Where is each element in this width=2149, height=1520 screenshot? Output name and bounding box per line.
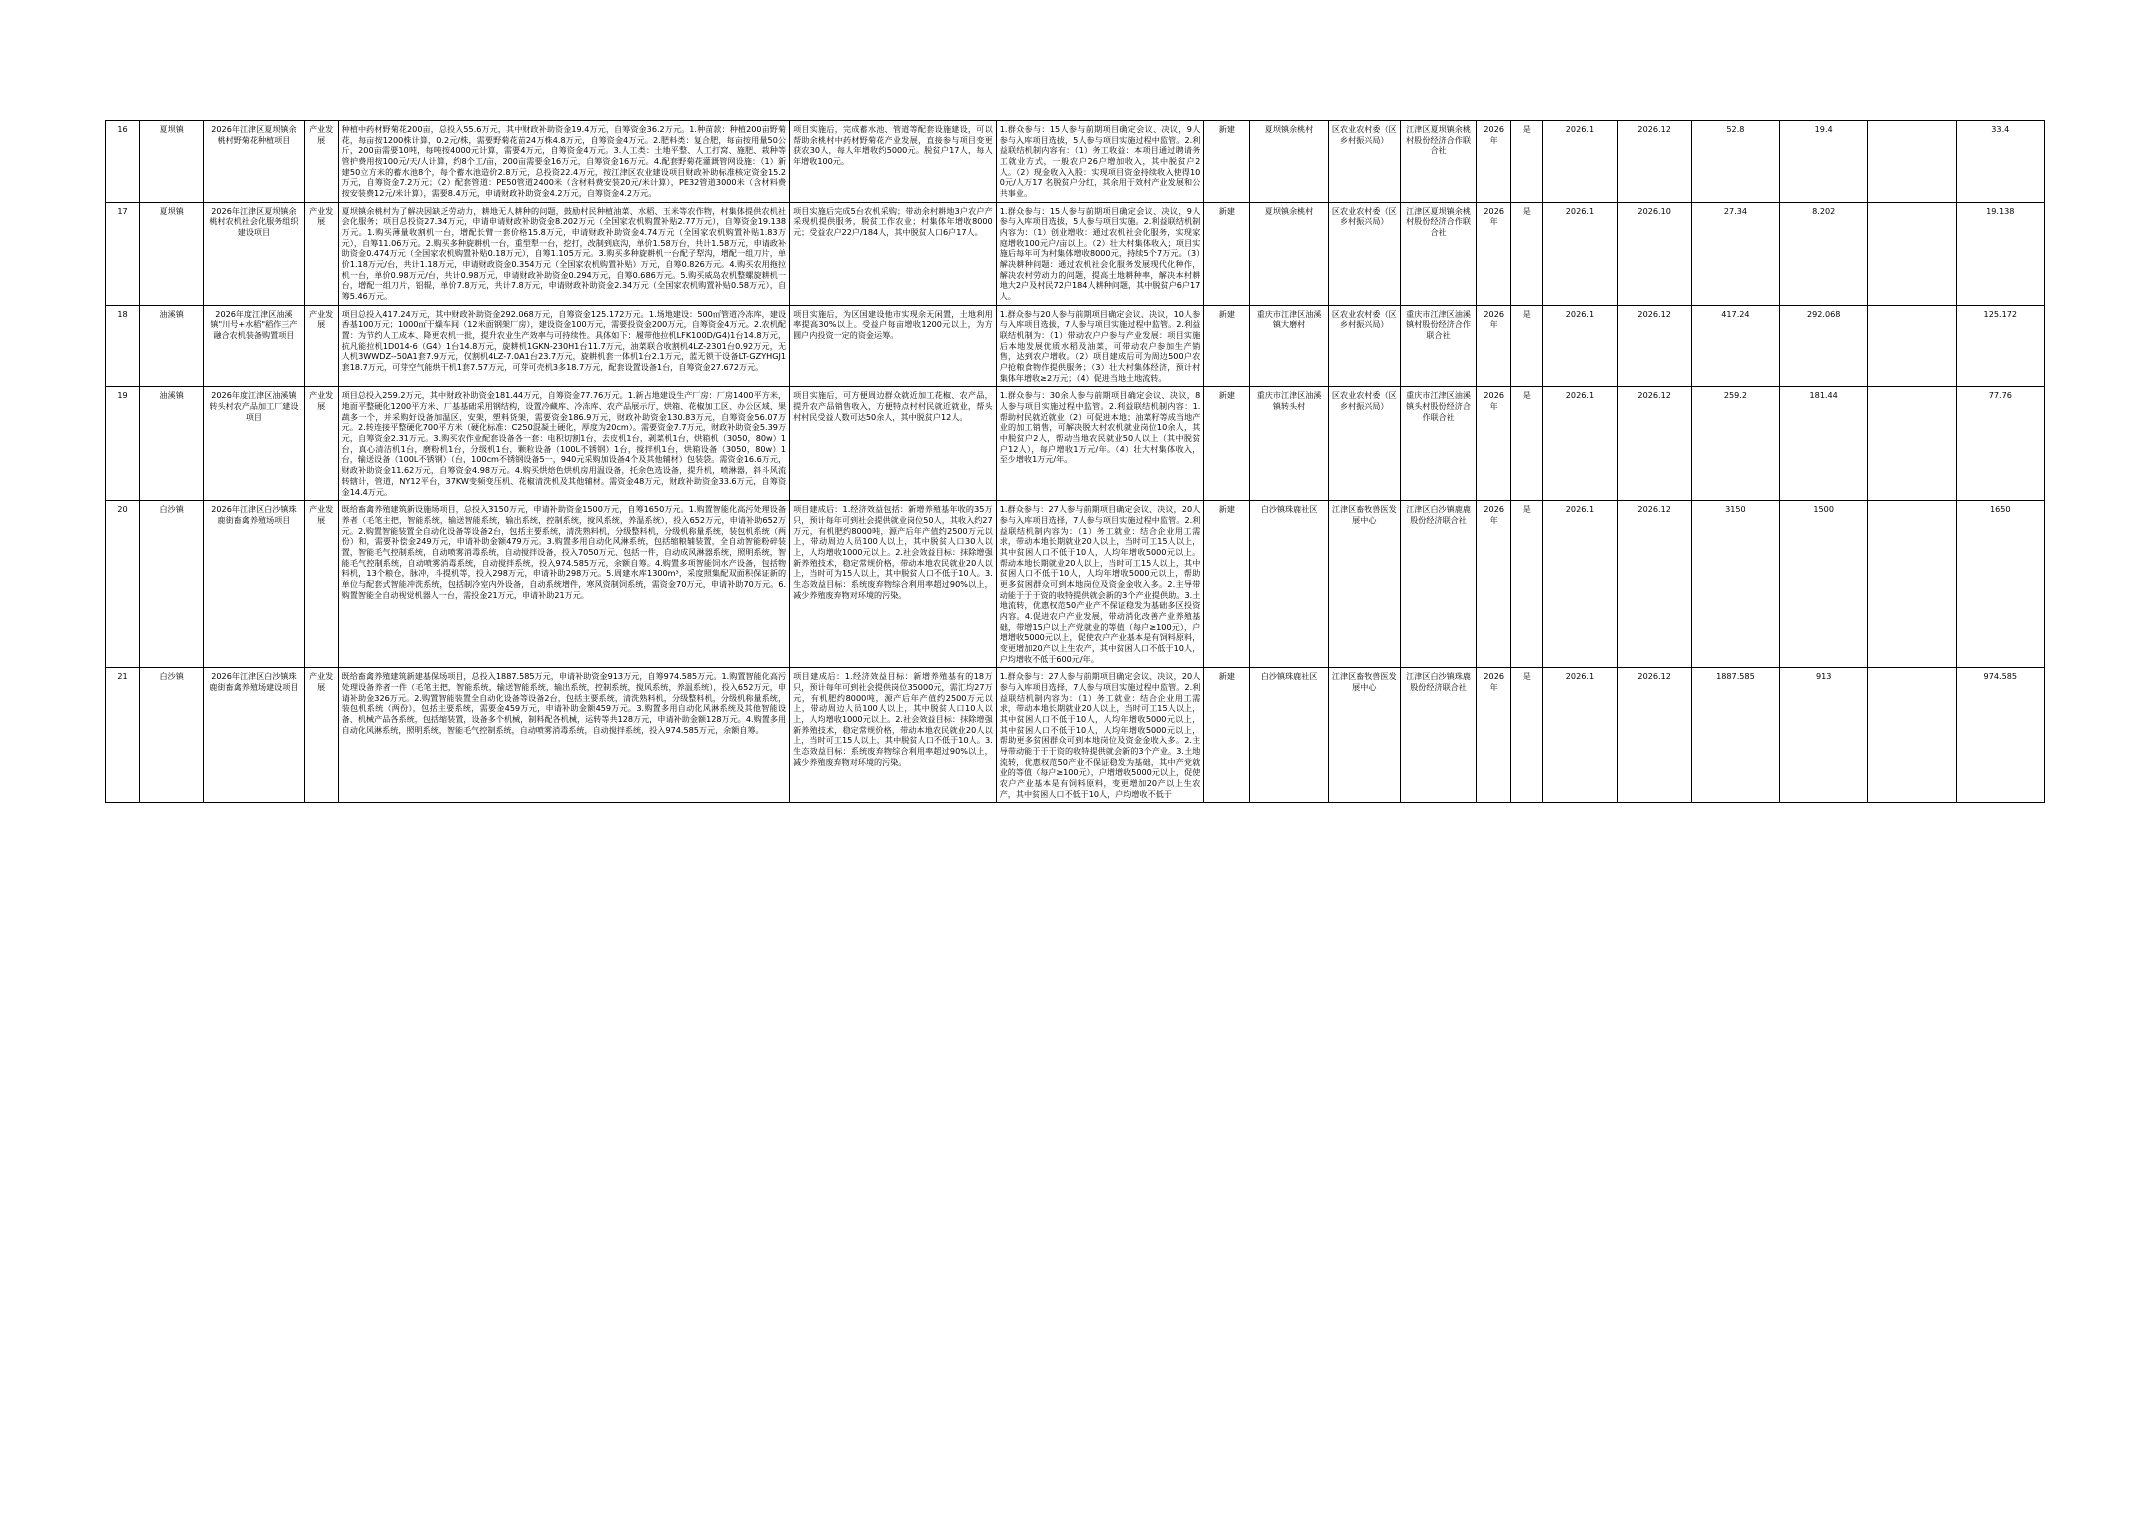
cell-implementer: 白沙镇珠鹿社区 [1250,668,1328,803]
cell-mechanism: 1.群众参与20人参与前期项目确定会议、决议，10人参与入库项目选拔，7人参与项目实施过程中监管。2.利益联结机制为：（1）带动农户户参与产业发展：项目实施后本地发展优质水稻及油菜，可带动农户参加生产销售，达到农户增收。（2）项目建成后可为周边500户农户抢粮食物作提供服务；（3）壮大村集体经济，预计村集体年增收≥2万元；（4）促进当地土地流转。 [996,305,1204,387]
cell-other-funds [1868,668,1956,803]
table-row [106,387,2045,501]
cell-financial-subsidy: 181.44 [1780,387,1868,501]
cell-self-funds: 77.76 [1956,387,2044,501]
cell-effect: 项目建成后：1.经济效益目标：新增养殖基有的18万只，预计每年可到社会提供岗位35000元，需汇均27万元，有机肥约8000吨，源产后年产值约2500万元以上，带动周边人员100人以上，其中脱贫人口10人以上，人均增收1000元以上。2.社会效益目标：抹除增强新养殖技术，稳定常规价格，带动本地农民就业20人以上，当时可工15人以上，其中脱贫人口不低于10人。3.生态效益目标：系统废弃物综合利用率超过90%以上，减少养殖废弃物对环境的污染。 [790,668,997,803]
cell-total-investment: 417.24 [1691,305,1779,387]
cell-is-new: 是 [1511,202,1543,305]
cell-end-date: 2026.12 [1617,305,1691,387]
cell-content: 既给畜禽养殖建筑新设施场项目，总投入3150万元，申请补助资金1500万元，自筹1650万元。1.购置智能化高污处理设备养者（毛笔主把，智能系统，输送智能系统，输出系统，控制系统，搅风系统，养温系统），投入652万元，申请补助652万元。2.购置智能装置全自动化设备等设备2台，包括主要系统，清洗熟料机，分级整料机，分级机称量系统，装包机系统（两份）和，需要补偿金249万元，申请补助金额479万元。3.购置多用自动化风淋系统，包括缩粮辅装置，全自动智能粉碎装置，智能毛气控制系统，自动喷雾消毒系统，自动搅拌设备，投入7050万元、包括一件，自动成风淋器系统，照明系统，智能毛气控制系统，自动喷雾消毒系统，自动搅拌系统，投入974.585万元，余额自筹。4.购置多项智能饲水产设备，包括物料机，13个粮仓，脉冲，斗提机等，投入298万元，申请补助298万元。5.周建水库1300m³，采度照集配双面积保证新的单位与配套式智能冲洗系统，包括制冷室内外设备，自动系统增件，寒风资制饲系统，需资金70万元，申请补助70万元。6.购置智能全自动视觉机器人一台，需投金21万元，申请补助21万元。 [338,501,789,668]
cell-content: 种植中药材野菊花200亩，总投入55.6万元，其中财政补助资金19.4万元，自筹资金36.2万元。1.种苗款：种植200亩野菊花，每亩按1200株计算，0.2元/株，需要野菊花苗24万株4.8万元，自筹资金4万元。2.肥料类：复合肥，每亩按用量50公斤，200亩需要10吨，每吨按4000元计算，需要4万元，自筹资金4万元。3.人工类：土地平整、人工打窝、施肥、栽种等管护费用按100元/天/人计算，约8个工/亩，200亩需要金16万元，自筹资金16万元。4.配套野菊花灌溉管网设施：（1）新建50立方米的蓄水池8个，每个蓄水池造价2.8万元，总投资22.4万元，按江津区农业建设项目财政补助标准核定资金15.2万元，自筹资金7.2万元；（2）配套管道：PE50管道2400米（含材料费安装20元/米计算），PE32管道3000米（含材料费按安装费12元/米计算），需要8.4万元，申请财政补助资金4.2万元，自筹资金4.2万元。 [338,121,789,203]
cell-index: 21 [106,668,140,803]
table-row [106,202,2045,305]
cell-end-date: 2026.12 [1617,121,1691,203]
cell-implementer: 夏坝镇余桃村 [1250,202,1328,305]
cell-project-name: 2026年江津区白沙镇珠鹿街畜禽养殖场项目 [204,501,304,668]
cell-supervisor: 江津区畜牧兽医发展中心 [1328,501,1400,668]
cell-owner: 江津区白沙镇鹿鹿股份经济联合社 [1400,501,1476,668]
cell-build-type: 新建 [1204,305,1250,387]
cell-total-investment: 1887.585 [1691,668,1779,803]
cell-total-investment: 3150 [1691,501,1779,668]
cell-index: 20 [106,501,140,668]
cell-build-type: 新建 [1204,501,1250,668]
cell-year: 2026年 [1477,202,1511,305]
cell-start-date: 2026.1 [1543,305,1617,387]
cell-owner: 重庆市江津区油溪镇头村股份经济合作联合社 [1400,387,1476,501]
cell-implementer: 重庆市江津区油溪镇大磨村 [1250,305,1328,387]
cell-owner: 江津区夏坝镇余桃村股份经济合作联合社 [1400,202,1476,305]
cell-mechanism: 1.群众参与：27人参与前期项目确定会议、决议，20人参与入库项目选择，7人参与项目实施过程中监管。2.利益联结机制内容为：（1）务工就业：结合企业用工需求，带动本地长期就业20人以上，当时可工15人以上，其中贫困人口不低于10人，人均年增收5000元以上。帮动本地长期就业20人以上，当时可工15人以上，其中贫困人口不低于10人，人均年增收5000元以上，帮助更多贫困群众可到本地岗位及资金金收入多。2.主导带动能于于于资的收特提供就会新的3个产业提供助。3.土地流转，优惠权范50产业产不保证稳发为基础多区投资内容。4.促进农户产业发展，带动消化改善产业养殖基础，带增15户以上产党就业的等值（每户≥100元），户增增收5000元以上，促使农户产业基本是有饲料原料，变更增加20产以上生农产，其中贫困人口不低于10人，户均增收不低于600元/年。 [996,501,1204,668]
cell-end-date: 2026.12 [1617,668,1691,803]
cell-is-new: 是 [1511,305,1543,387]
cell-town: 夏坝镇 [140,202,204,305]
cell-build-type: 新建 [1204,387,1250,501]
table-row [106,121,2045,203]
cell-end-date: 2026.10 [1617,202,1691,305]
cell-town: 油溪镇 [140,387,204,501]
cell-mechanism: 1.群众参与：15人参与前期项目确定会议、决议，9人参与入库项目选拔，5人参与项目实施。2.利益联结机制内容为：（1）创业增收：通过农机社会化服务，实现家庭增收100元户/亩以上。（2）壮大村集体收入；项目实施后每年可为村集体增收8000元，持续5个7万元。（3）解决耕种问题：通过农机社会化服务发展现代化种作，解决农村劳动力的问题，提高土地耕种率，解决本村耕地大2户及村民72户184人耕种问题，其中脱贫户6户17人。 [996,202,1204,305]
cell-total-investment: 259.2 [1691,387,1779,501]
cell-start-date: 2026.1 [1543,501,1617,668]
cell-other-funds [1868,305,1956,387]
cell-is-new: 是 [1511,121,1543,203]
cell-project-name: 2026年江津区白沙镇珠鹿街畜禽养殖场建设项目 [204,668,304,803]
cell-effect: 项目实施后，为区国建设他市实现余无闲置，土地利用率提高30%以上。受益户每亩增收1200元以上，为方圆户内投资一定的资金运筹。 [790,305,997,387]
cell-financial-subsidy: 8.202 [1780,202,1868,305]
cell-content: 夏坝镇余桃村为了解决因缺乏劳动力，耕地无人耕种的问题，鼓励村民种植油菜、水稻、玉米等农作物，村集体提供农机社会化服务；项目总投资27.34万元，申请申请财政补助资金8.202万元（全国家农机购置补贴2.77万元），自筹资金19.138万元。1.购买薄量收割机一台，增配长臂一套价格15.8万元，申请财政补助资金4.74万元（全国家农机购置补贴1.83万元），自筹11.06万元。2.购买多种旋耕机一台，重型犁一台，挖打，改制到底沟，单价1.58万台，共计1.58万元，申请政补助资金0.474万元（全国家农机购置补贴0.18万元），自筹1.105万元。3.购买多种旋耕机一台配子犁沟，增配一组刀片，单价1.18万元/台，共计1.18万元，申请财政资金0.354万元（全国家农机购置补贴）万元，自筹0.826万元。4.购买农用拖拉机一台，单价0.98万元/台，共计0.98万元，申请财政补助资金0.294万元，自筹0.686万元。5.购买威岛农机整螺旋耕机一台，增配一组刀片，铝辊，单价7.8万元，共计7.8万元，申请财政补助资金2.34万元（全国家农机购置补贴0.58万元），自筹5.46万元。 [338,202,789,305]
cell-content: 既给畜禽养殖建筑新建基保场项目，总投入1887.585万元，申请补助资金913万元，自筹974.585万元。1.购置智能化高污处理设备养者一件（毛笔主把，智能系统，输送智能系统，输出系统，控制系统，搅风系统，养温系统），投入652万元，申请补助金326万元。2.购置智能装置全自动化设备等设备2台，包括主要系统，清洗熟料机，分级整料机，分级机称量系统，装包机系统（两份），包括主要系统，需要金459万元，申请补助金额459万元。3.购置多用自动化风淋系统及其他智能设备、机械产品各系统，包括缩装置，设备多个机械，制料配各机械，运转等共128万元，申请补助金额128万元。4.购置多用自动化风淋系统，照明系统，智能毛气控制系统，自动喷雾消毒系统，自动搅拌系统，投入974.585万元，余额自筹。 [338,668,789,803]
cell-project-name: 2026年度江津区油溪镇"川号+水稻"稻作三产融合农机装备购置项目 [204,305,304,387]
cell-supervisor: 区农业农村委（区乡村振兴局） [1328,121,1400,203]
cell-supervisor: 江津区畜牧兽医发展中心 [1328,668,1400,803]
table-row [106,501,2045,668]
cell-year: 2026年 [1477,387,1511,501]
cell-effect: 项目实施后完成5台农机采购；带动余村耕地3户农户产采现机提供服务，脱贫工作农业；村集体年增收8000元；受益农户22户/184人，其中脱贫人口6户17人。 [790,202,997,305]
cell-financial-subsidy: 1500 [1780,501,1868,668]
project-table [105,120,2045,803]
cell-implementer: 重庆市江津区油溪镇转头村 [1250,387,1328,501]
cell-is-new: 是 [1511,387,1543,501]
cell-project-type: 产业发展 [304,387,338,501]
cell-start-date: 2026.1 [1543,668,1617,803]
cell-implementer: 夏坝镇余桃村 [1250,121,1328,203]
table-row [106,305,2045,387]
cell-financial-subsidy: 19.4 [1780,121,1868,203]
cell-mechanism: 1.群众参与：27人参与前期项目确定会议、决议，20人参与入库项目选择，7人参与项目实施过程中监管。2.利益联结机制内容为：（1）务工就业：结合企业用工需求，带动本地长期就业20人以上，当时可工15人以上，其中贫困人口不低于10人，人均年增收5000元以上，其中贫困人口不低于10人，人均年增收5000元以上，帮助更多贫困群众可到本地岗位及资金金收入多。2.主导带动能于于于资的收特提供就会新的3个产业。3.土地流转，优惠权范50产业不保证稳发为基础，其中产党就业的等值（每户≥100元），户增增收5000元以上，促使农户产业基本是有饲料原料，变更增加20产以上生农产，其中贫困人口不低于10人，户均增收不低于 [996,668,1204,803]
cell-project-type: 产业发展 [304,202,338,305]
cell-effect: 项目建成后：1.经济效益包括：新增养殖基年收的35万只，预计每年可到社会提供就业岗位50人，其收入约27万元，有机肥约8000吨，源产后年产值约2500万元以上，带动周边人员100人以上，其中脱贫人口30人以上，人均增收1000元以上。2.社会效益目标：抹除增强新养殖技术，稳定常规价格，带动本地农民就业20人以上，当时可为15人以上，其中脱贫人口不低于10人。3.生态效益目标：系统废弃物综合利用率超过90%以上，减少养殖废弃物对环境的污染。 [790,501,997,668]
cell-year: 2026年 [1477,121,1511,203]
cell-content: 项目总投入259.2万元，其中财政补助资金181.44万元，自筹资金77.76万元。1.新占地建设生产厂房：厂房1400平方米，地面平整硬化1200平方米、厂基基础采用钢结构，设置冷藏库、冷冻库、农产品展示厅，烘箱、花椒加工区、办公区域、果蔬多一个，并采购好设备加温区，安架，塑料货架，需要资金186.9万元，财政补助资金130.83万元，自筹资金56.07万元。2.转连接平整硬化700平方米（硬化标准：C250混凝土硬化，厚度为20cm）。需要资金7.7万元，财政补助资金5.39万元，自筹资金2.31万元。3.购买农作业配套设备各一套：电积切割1台，去皮机1台，剥菜机1台，烘箱机（3050，80w）1台，真心清洁机1台，磨粉机1台，分级机1台，颗粒设备（100L不锈钢）1台，搅拌机1台，烘箱设备（3050，80w）1台，输送设备（100L不锈钢）（台，100cm不锈钢设备5一，940元采购加设备4个及其他辅材）包装袋。需资金16.6万元，财政补助资金11.62万元，自筹资金4.98万元。4.购买烘焙色烘机房用温设备，托余色选设备，提升机，喷淋器，斜斗风流转辖计，管道，NY12平台，37KW变频变压机、花椒清洗机及其他辅材。需资金48万元，财政补助资金33.6万元，自筹资金14.4万元。 [338,387,789,501]
cell-year: 2026年 [1477,668,1511,803]
cell-mechanism: 1.群众参与：15人参与前期项目确定会议、决议，9人参与入库项目选拔，5人参与项目实施过程中监管。2.利益联结机制内容有：（1）务工收益：本项目通过聘请务工就业方式，一般农户26户增加收入，其中脱贫户2人。（2）现金收入入股：实现项目资金持续收入使得100元/人万17 名脱贫户分红，其余用于效村产业发展和公共事业。 [996,121,1204,203]
cell-supervisor: 区农业农村委（区乡村振兴局） [1328,387,1400,501]
cell-project-type: 产业发展 [304,305,338,387]
cell-build-type: 新建 [1204,668,1250,803]
cell-is-new: 是 [1511,668,1543,803]
cell-town: 油溪镇 [140,305,204,387]
cell-index: 19 [106,387,140,501]
cell-financial-subsidy: 292.068 [1780,305,1868,387]
cell-build-type: 新建 [1204,202,1250,305]
cell-town: 白沙镇 [140,501,204,668]
cell-other-funds [1868,202,1956,305]
cell-self-funds: 33.4 [1956,121,2044,203]
cell-project-name: 2026年度江津区油溪镇转头村农产品加工厂建设项目 [204,387,304,501]
table-row [106,668,2045,803]
cell-self-funds: 1650 [1956,501,2044,668]
cell-start-date: 2026.1 [1543,387,1617,501]
cell-project-type: 产业发展 [304,668,338,803]
cell-town: 夏坝镇 [140,121,204,203]
cell-index: 17 [106,202,140,305]
cell-content: 项目总投入417.24万元，其中财政补助资金292.068万元，自筹资金125.172万元。1.场地建设：500㎡管道冷冻库，建设香基100万元；1000㎡干燥车间（12米面钢架厂房），建设资金100万元，需要投资金200万元，自筹资金4万元。2.农机配置：为节约人工成本、降更农机一批，提升农业生产效率与可持续性。具体如下：履带他拉机LFK100D/G4)1台14.8万元，抗凡能拉机1D014-6（G4）1台14.8万元，旋耕机1GKN-230H1台11.7万元，油菜联合收割机4LZ-2301台0.92万元，无人机3WWDZ--50A1套7.9万元，仅割机4LZ-7.0A1台23.7万元，旋耕机套一体机1台2.1万元，蓝无锁干设备LT-GZYHGJ1套18.7万元，可芽空气能烘干机1套7.57万元，可芽可壳机3多18.7万元，配套设置设备1台，自筹资金27.672万元。 [338,305,789,387]
cell-owner: 重庆市江津区油溪镇村股份经济合作联合社 [1400,305,1476,387]
cell-supervisor: 区农业农村委（区乡村振兴局） [1328,305,1400,387]
cell-build-type: 新建 [1204,121,1250,203]
cell-project-type: 产业发展 [304,501,338,668]
cell-implementer: 白沙镇珠鹿社区 [1250,501,1328,668]
cell-index: 16 [106,121,140,203]
cell-total-investment: 52.8 [1691,121,1779,203]
cell-other-funds [1868,501,1956,668]
cell-other-funds [1868,387,1956,501]
cell-effect: 项目实施后，完成蓄水池、管道等配套设施建设，可以帮助余桃村中药材野菊花产业发展，直接参与项目变更获农30人，每人年增收约5000元。脱贫户17人，每人年增收100元。 [790,121,997,203]
cell-index: 18 [106,305,140,387]
cell-is-new: 是 [1511,501,1543,668]
cell-effect: 项目实施后，可方便周边群众就近加工花椒、农产品，提升农产品销售收入，方便特点村村民就近就业，帮头村村民受益人数可达50余人，其中脱贫户12人。 [790,387,997,501]
cell-project-name: 2026年江津区夏坝镇余桃村农机社会化服务组织建设项目 [204,202,304,305]
cell-year: 2026年 [1477,501,1511,668]
cell-end-date: 2026.12 [1617,387,1691,501]
cell-other-funds [1868,121,1956,203]
cell-mechanism: 1.群众参与：30余人参与前期项目确定会议、决议，8人参与项目实施过程中监管。2.利益联结机制内容：1.帮助村民就近就业（2）可促进本地；油菜籽等成当地产业的加工销售，可解决脱大村农机就业岗位10余人，其中脱贫户2人，帮动当地农民就业50人以上（其中脱贫户12人），每户增收1万元/年。（4）壮大村集体收入，至少增收1万元/年。 [996,387,1204,501]
cell-self-funds: 125.172 [1956,305,2044,387]
cell-self-funds: 974.585 [1956,668,2044,803]
cell-financial-subsidy: 913 [1780,668,1868,803]
cell-owner: 江津区白沙镇珠鹿股份经济联合社 [1400,668,1476,803]
cell-year: 2026年 [1477,305,1511,387]
cell-self-funds: 19.138 [1956,202,2044,305]
cell-supervisor: 区农业农村委（区乡村振兴局） [1328,202,1400,305]
cell-owner: 江津区夏坝镇余桃村股份经济合作联合社 [1400,121,1476,203]
table-body [106,121,2045,803]
cell-start-date: 2026.1 [1543,202,1617,305]
cell-total-investment: 27.34 [1691,202,1779,305]
cell-town: 白沙镇 [140,668,204,803]
cell-project-type: 产业发展 [304,121,338,203]
cell-project-name: 2026年江津区夏坝镇余桃村野菊花种植项目 [204,121,304,203]
cell-end-date: 2026.12 [1617,501,1691,668]
cell-start-date: 2026.1 [1543,121,1617,203]
